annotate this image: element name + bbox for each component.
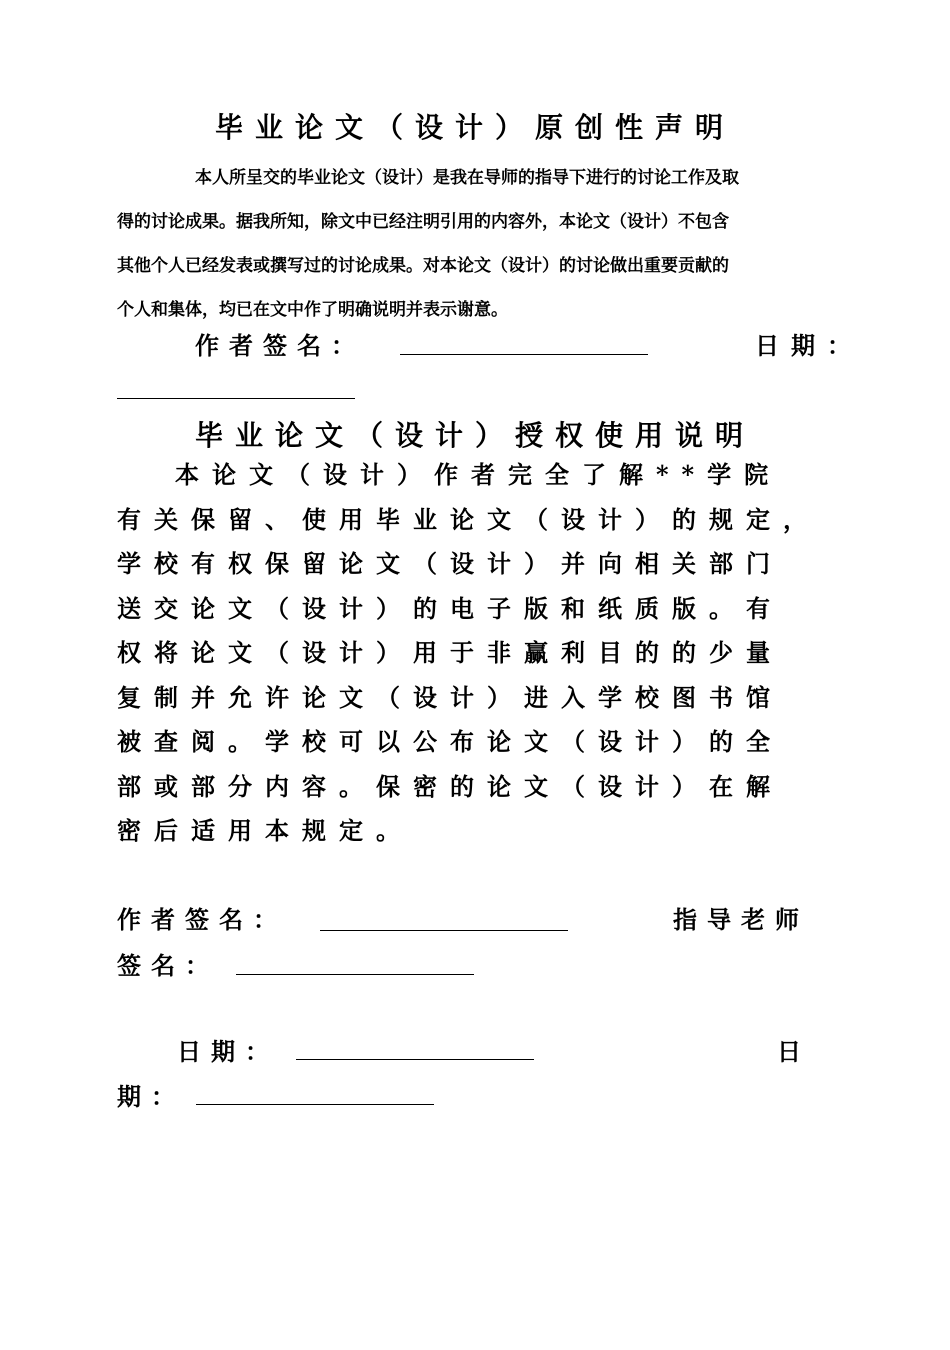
- paragraph-line: 得的讨论成果。据我所知，除文中已经注明引用的内容外，本论文（设计）不包含: [117, 212, 729, 232]
- originality-paragraph: [117, 156, 847, 332]
- paragraph-line: 密后适用本规定。: [117, 816, 413, 845]
- paragraph-line: 有关保留、使用毕业论文（设计）的规定，: [117, 504, 820, 534]
- author-date-field[interactable]: [296, 1059, 534, 1060]
- originality-title: 毕业论文（设计）原创性声明: [214, 111, 735, 144]
- author-signature-field[interactable]: [320, 930, 568, 931]
- advisor-date-label-cont: 期：: [117, 1082, 185, 1111]
- advisor-signature-label-cont: 签名：: [117, 951, 219, 980]
- paragraph-line: 送交论文（设计）的电子版和纸质版。有: [117, 593, 783, 623]
- advisor-date-field[interactable]: [196, 1104, 434, 1105]
- paragraph-line: 个人和集体，均已在文中作了明确说明并表示谢意。: [117, 300, 508, 320]
- paragraph-line: 部或部分内容。保密的论文（设计）在解: [117, 771, 783, 801]
- author-signature-label: 作者签名：: [195, 331, 365, 360]
- advisor-signature-label: 指导老师: [673, 905, 809, 934]
- paragraph-line: 学校有权保留论文（设计）并向相关部门: [117, 549, 783, 578]
- paragraph-line: 复制并允许论文（设计）进入学校图书馆: [117, 682, 783, 712]
- author-signature-label: 作者签名：: [117, 905, 287, 934]
- paragraph-line: 权将论文（设计）用于非赢利目的的少量: [117, 638, 783, 667]
- authorization-title: 毕业论文（设计）授权使用说明: [194, 419, 755, 452]
- paragraph-line: 被查阅。学校可以公布论文（设计）的全: [117, 727, 783, 756]
- author-date-label: 日期：: [177, 1037, 279, 1066]
- authorization-paragraph: [117, 453, 877, 854]
- date-field[interactable]: [117, 398, 355, 399]
- advisor-date-label: 日: [777, 1037, 801, 1066]
- date-label: 日期：: [755, 331, 863, 360]
- paragraph-line: 本人所呈交的毕业论文（设计）是我在导师的指导下进行的讨论工作及取: [195, 168, 739, 188]
- paragraph-line: 其他个人已经发表或撰写过的讨论成果。对本论文（设计）的讨论做出重要贡献的: [117, 256, 729, 276]
- advisor-signature-field[interactable]: [236, 974, 474, 975]
- author-signature-field[interactable]: [400, 354, 648, 355]
- paragraph-line: 本论文（设计）作者完全了解**学院: [175, 460, 782, 489]
